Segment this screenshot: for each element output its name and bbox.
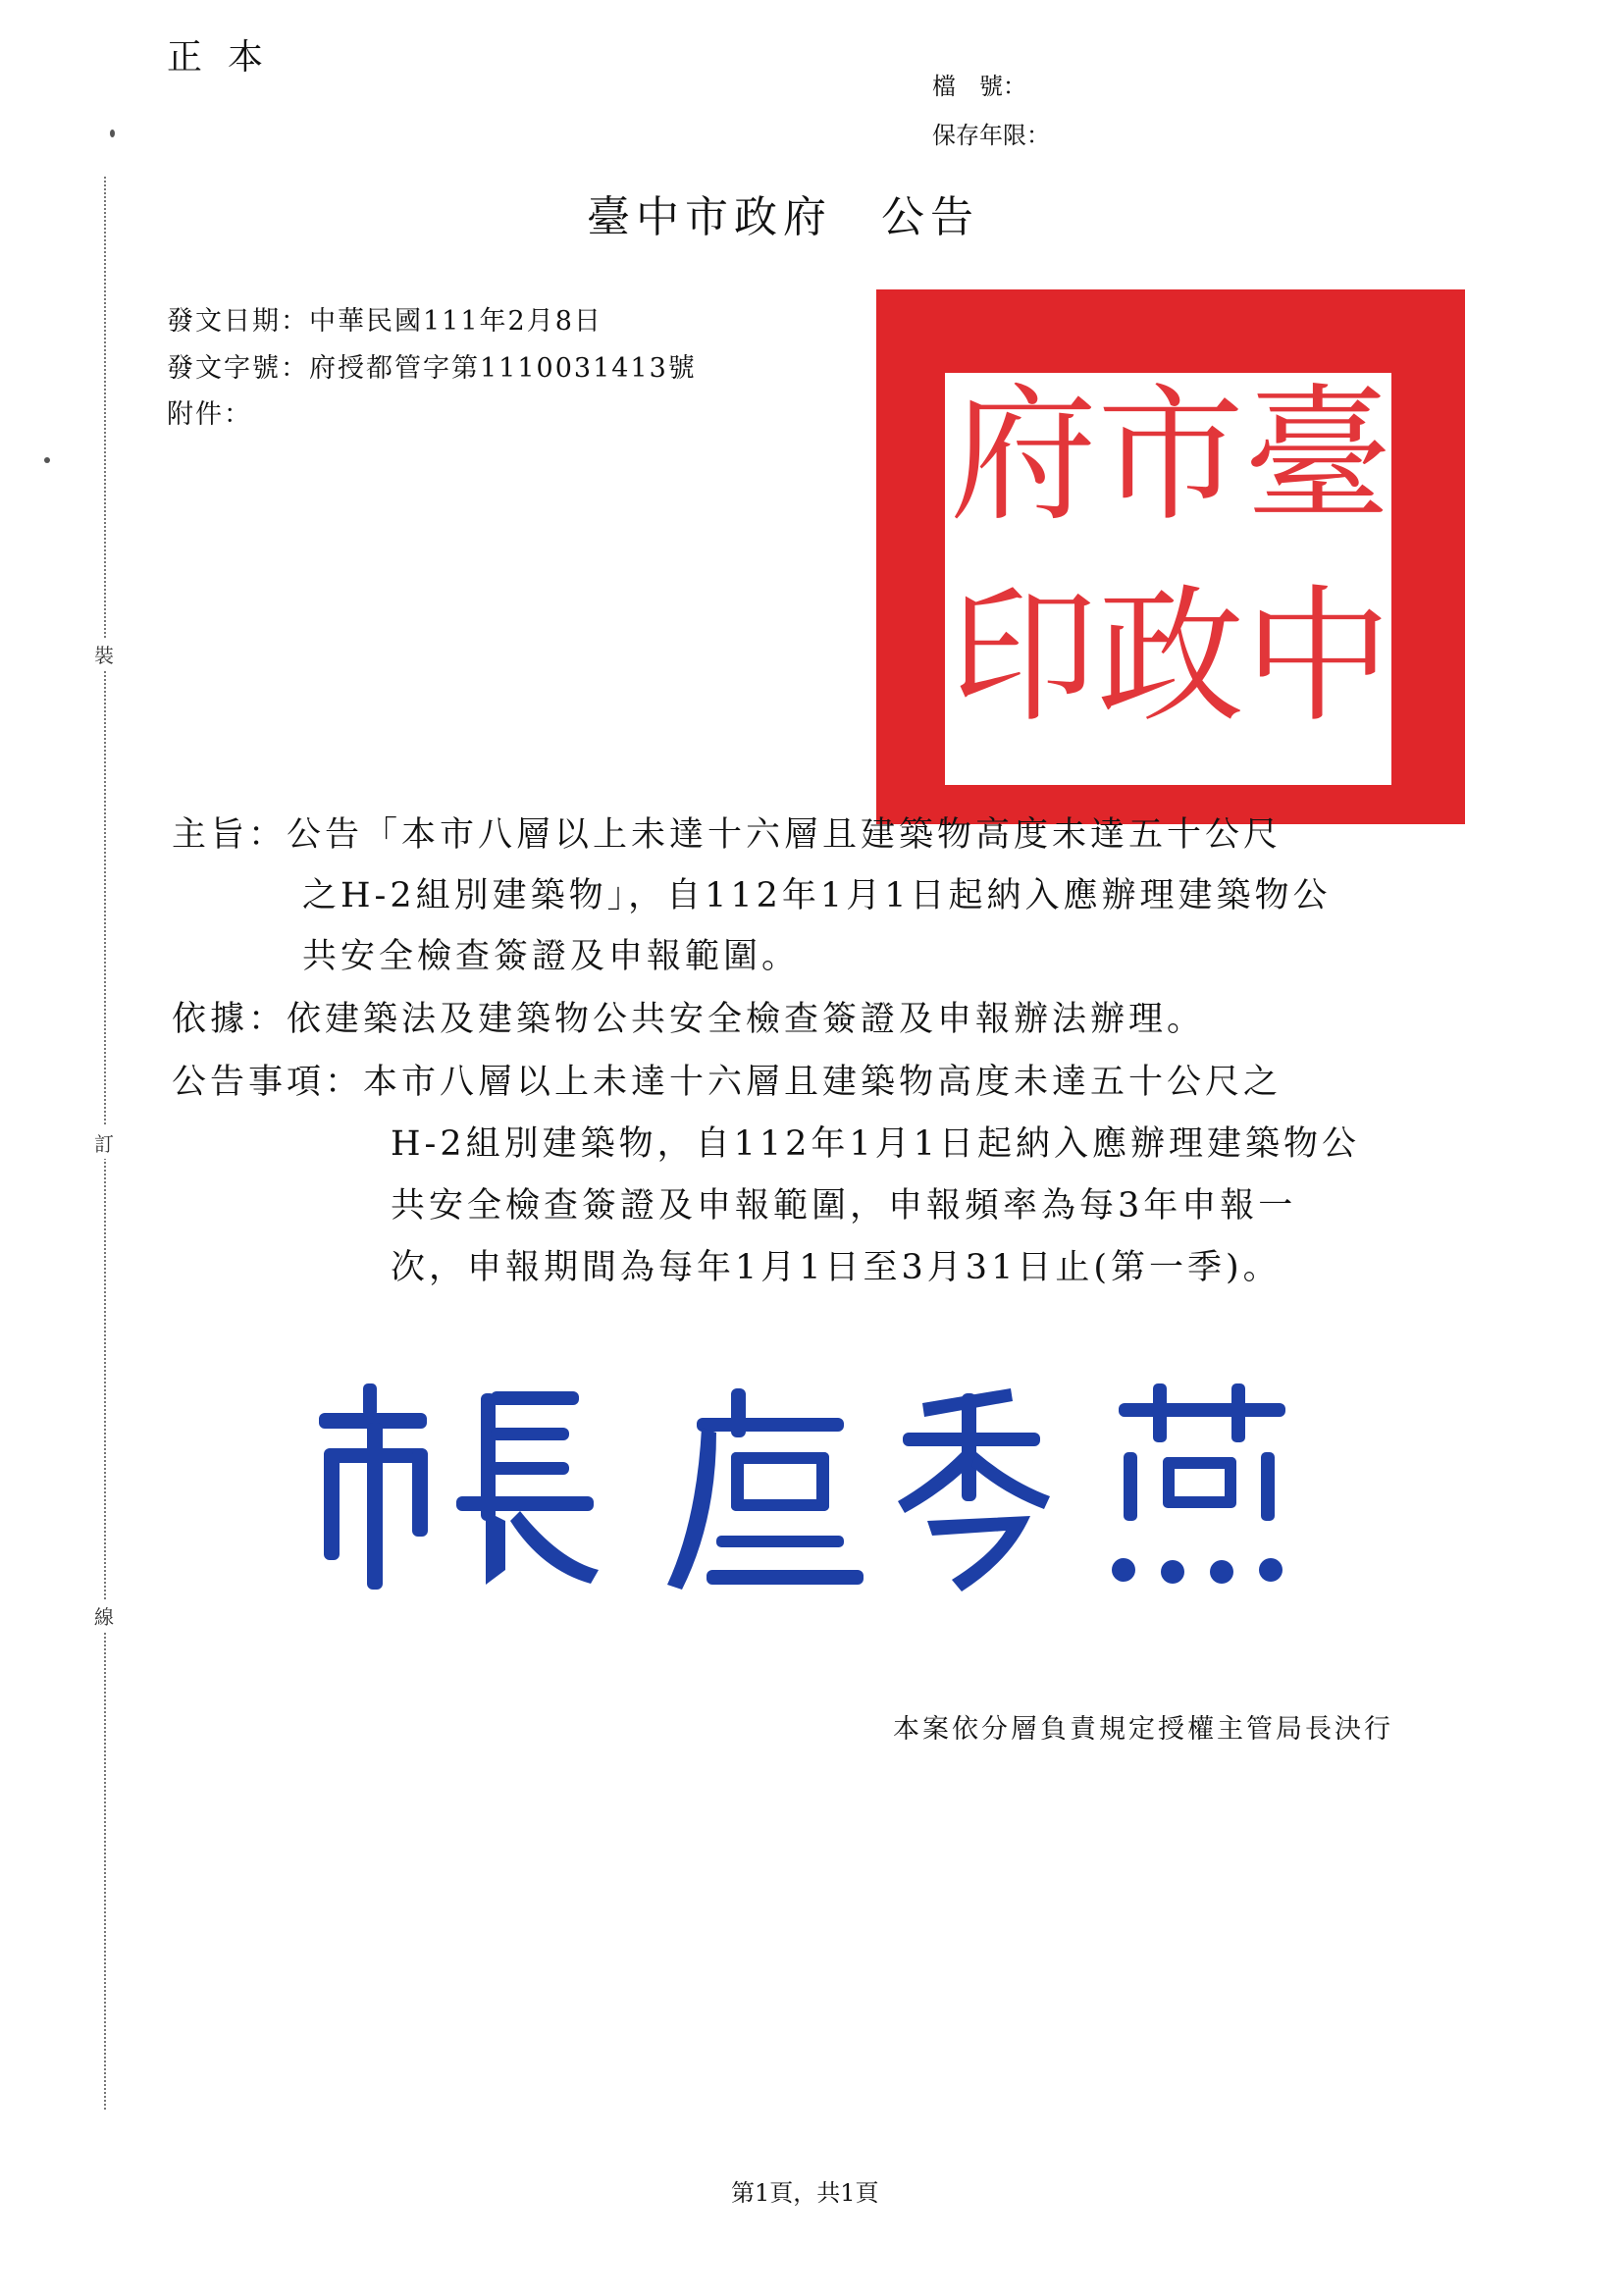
basis-line: 依據：依建築法及建築物公共安全檢查簽證及申報辦法辦理。 (172, 1000, 1206, 1039)
official-seal (876, 289, 1465, 824)
copy-mark: 正本 (167, 37, 289, 78)
seal-character: 市 (1097, 371, 1245, 542)
scan-speck (44, 457, 50, 463)
seal-character: 印 (950, 572, 1098, 743)
mayor-signature-stamp (285, 1374, 1344, 1599)
notice-item-line-2: H-2組別建築物，自112年1月1日起納入應辦理建築物公 (391, 1124, 1360, 1164)
document-number: 發文字號：府授都管字第1110031413號 (167, 353, 697, 384)
issue-date: 發文日期：中華民國111年2月8日 (167, 306, 602, 337)
binding-mark-staple: 訂 (94, 1126, 114, 1159)
seal-character: 府 (950, 371, 1098, 542)
page-number: 第1頁，共1頁 (731, 2179, 879, 2207)
binding-mark-install: 裝 (94, 638, 114, 670)
subject-line-1: 主旨：公告「本市八層以上未達十六層且建築物高度未達五十公尺 (172, 815, 1283, 855)
seal-inner-field (945, 373, 1391, 785)
seal-character: 政 (1097, 572, 1245, 743)
file-number-label: 檔 號： (932, 73, 1026, 100)
scan-speck (110, 130, 115, 137)
retention-period-label: 保存年限： (932, 122, 1050, 149)
attachment-label: 附件： (167, 399, 252, 430)
document-title: 臺中市政府 公告 (587, 192, 979, 242)
subject-line-2: 之H-2組別建築物」，自112年1月1日起納入應辦理建築物公 (302, 876, 1332, 915)
seal-character: 中 (1244, 572, 1392, 743)
signature-strokes (319, 1383, 1285, 1592)
notice-item-line-4: 次，申報期間為每年1月1日至3月31日止(第一季)。 (391, 1248, 1282, 1287)
seal-character: 臺 (1244, 371, 1392, 542)
subject-line-3: 共安全檢查簽證及申報範圍。 (302, 937, 801, 976)
notice-item-line-1: 公告事項：本市八層以上未達十六層且建築物高度未達五十公尺之 (172, 1063, 1283, 1102)
authorization-note: 本案依分層負責規定授權主管局長決行 (893, 1714, 1393, 1745)
binding-mark-line: 線 (94, 1599, 114, 1632)
notice-item-line-3: 共安全檢查簽證及申報範圍，申報頻率為每3年申報一 (391, 1186, 1297, 1226)
